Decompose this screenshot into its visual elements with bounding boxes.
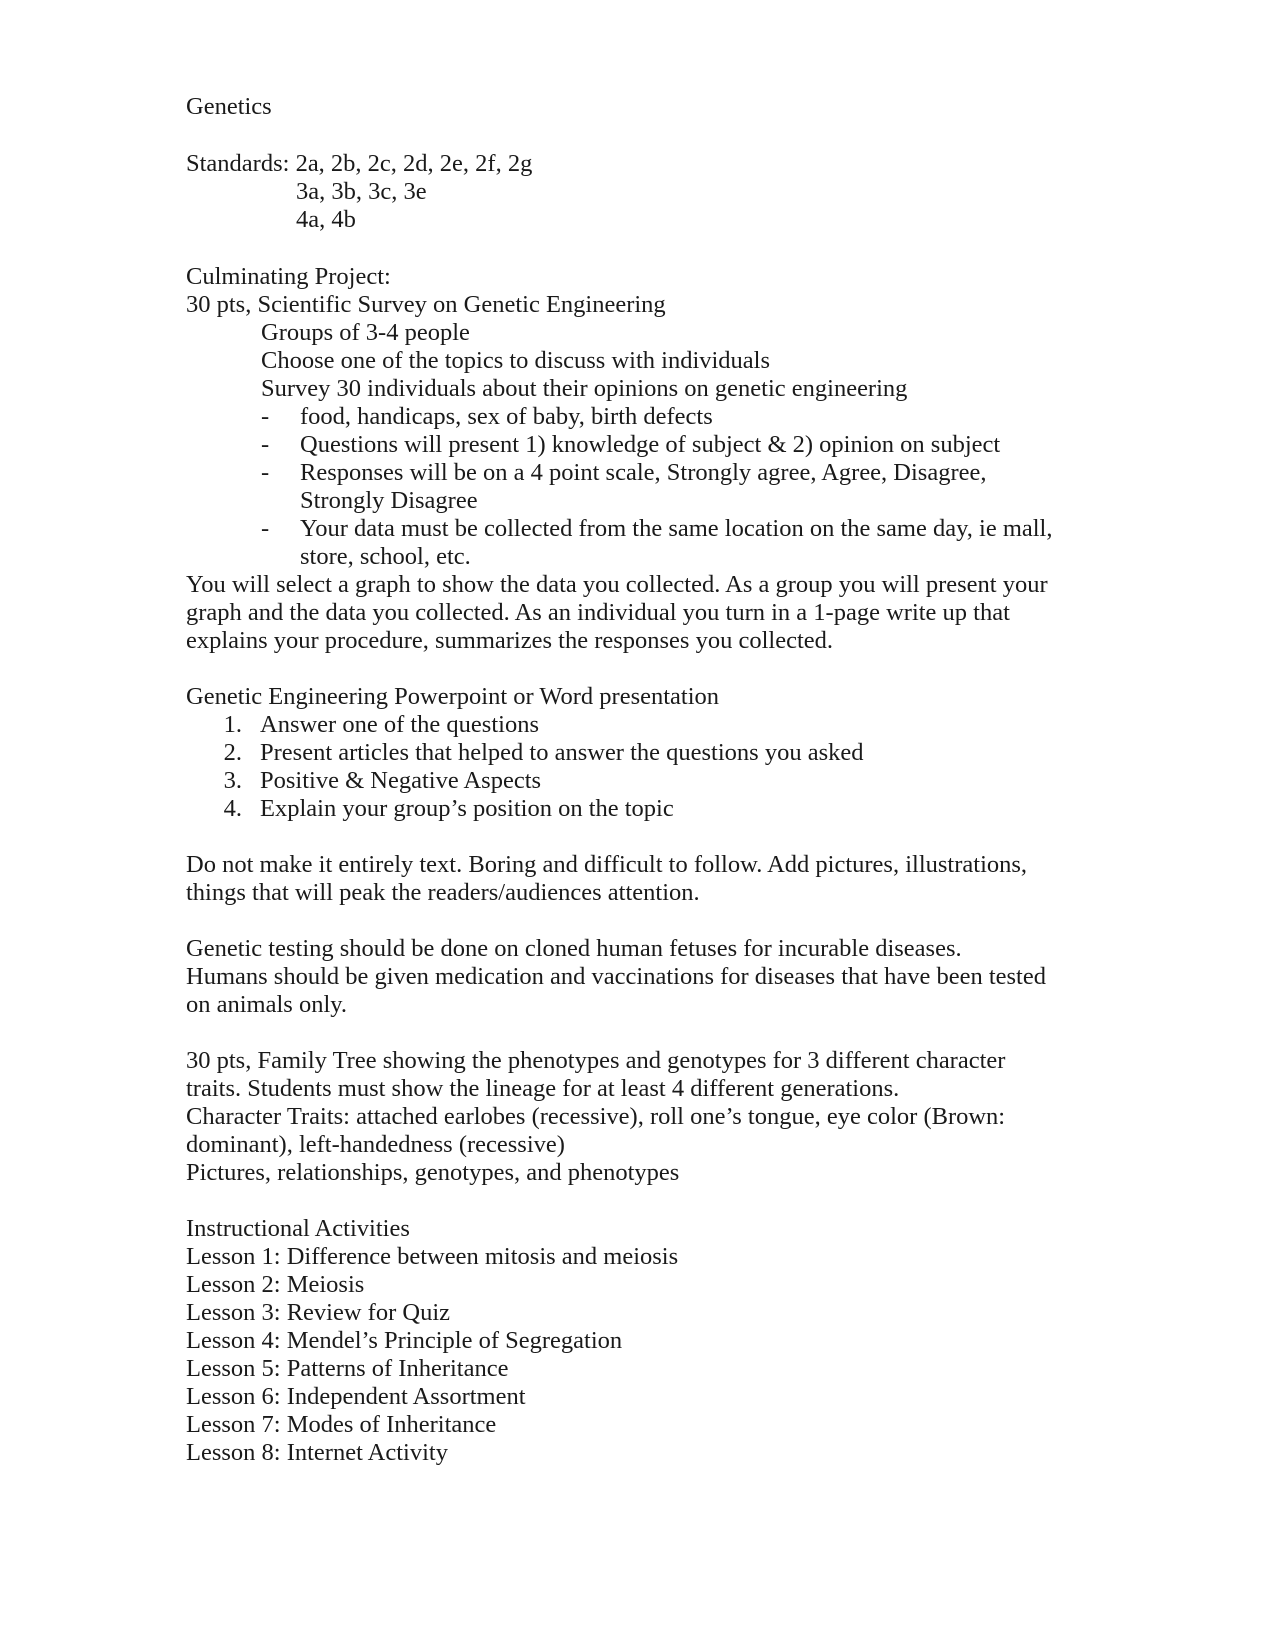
lesson-item: Lesson 4: Mendel’s Principle of Segregation — [186, 1327, 623, 1354]
instructional-activities-section — [186, 1215, 1086, 1467]
lesson-item: Lesson 5: Patterns of Inheritance — [186, 1355, 509, 1382]
dash-marker: - — [261, 459, 270, 486]
lesson-item: Lesson 3: Review for Quiz — [186, 1299, 450, 1326]
standards-line-1: 2a, 2b, 2c, 2d, 2e, 2f, 2g — [295, 150, 533, 177]
section-heading: Culminating Project: — [186, 263, 391, 290]
note-paragraph: Do not make it entirely text. Boring and difficult to follow. Add pictures, illustrations, things that will peak the readers/audiences attention. — [186, 851, 1028, 906]
survey-item: Groups of 3-4 people — [261, 319, 470, 346]
standards-line-2: 3a, 3b, 3c, 3e — [296, 178, 427, 205]
paragraph-line: You will select a graph to show the data you collected. As a group you will present your — [186, 571, 1048, 598]
standards-block — [186, 150, 1086, 234]
numbered-item: 4. Explain your group’s position on the topic — [223, 795, 674, 822]
document-page — [186, 93, 1086, 1467]
topics-paragraph: Genetic testing should be done on cloned human fetuses for incurable diseases. Humans should be given medication and vaccinations for diseases that have been tested on animals only. — [186, 935, 1046, 1018]
section-heading: Genetic Engineering Powerpoint or Word presentation — [186, 683, 720, 710]
culminating-project-section — [186, 263, 1086, 655]
numbered-item: 1. Answer one of the questions — [223, 711, 539, 738]
dash-marker: - — [261, 431, 270, 458]
lesson-item: Lesson 2: Meiosis — [186, 1271, 365, 1298]
dash-marker: - — [261, 403, 270, 430]
numbered-item: 3. Positive & Negative Aspects — [223, 767, 542, 794]
family-tree-section: 30 pts, Family Tree showing the phenotypes and genotypes for 3 different character traits. Students must show the lineage for at least 4 different generations. Character Traits: attached earlobes (recessive), roll one’s tongue, eye color (Brown: dominant), left-handedness (recessive) Pictures, relationships, genotypes, and phenotypes — [186, 1047, 1006, 1186]
lesson-item: Lesson 1: Difference between mitosis and meiosis — [186, 1243, 679, 1270]
bullet-item: - Your data must be collected from the same location on the same day, ie mall, store, school, etc. — [186, 515, 1086, 571]
lesson-item: Lesson 8: Internet Activity — [186, 1439, 448, 1466]
document-title: Genetics — [186, 93, 272, 120]
paragraph-line: explains your procedure, summarizes the responses you collected. — [186, 627, 834, 654]
lesson-item: Lesson 6: Independent Assortment — [186, 1383, 526, 1410]
paragraph-line: graph and the data you collected. As an individual you turn in a 1-page write up that — [186, 599, 1010, 626]
bullet-item: - Questions will present 1) knowledge of subject & 2) opinion on subject — [186, 431, 1086, 459]
dash-marker: - — [261, 515, 270, 542]
numbered-item: 2. Present articles that helped to answer the questions you asked — [223, 739, 864, 766]
lesson-item: Lesson 7: Modes of Inheritance — [186, 1411, 497, 1438]
presentation-section — [186, 683, 1086, 823]
standards-line-3: 4a, 4b — [296, 206, 356, 233]
survey-title: 30 pts, Scientific Survey on Genetic Engineering — [186, 291, 666, 318]
survey-item: Choose one of the topics to discuss with individuals — [261, 347, 771, 374]
standards-label: Standards: — [186, 150, 290, 177]
bullet-item: - Responses will be on a 4 point scale, Strongly agree, Agree, Disagree, Strongly Disagree — [186, 459, 1086, 515]
bullet-item: - food, handicaps, sex of baby, birth defects — [186, 403, 1086, 431]
section-heading: Instructional Activities — [186, 1215, 410, 1242]
survey-item: Survey 30 individuals about their opinions on genetic engineering — [261, 375, 908, 402]
